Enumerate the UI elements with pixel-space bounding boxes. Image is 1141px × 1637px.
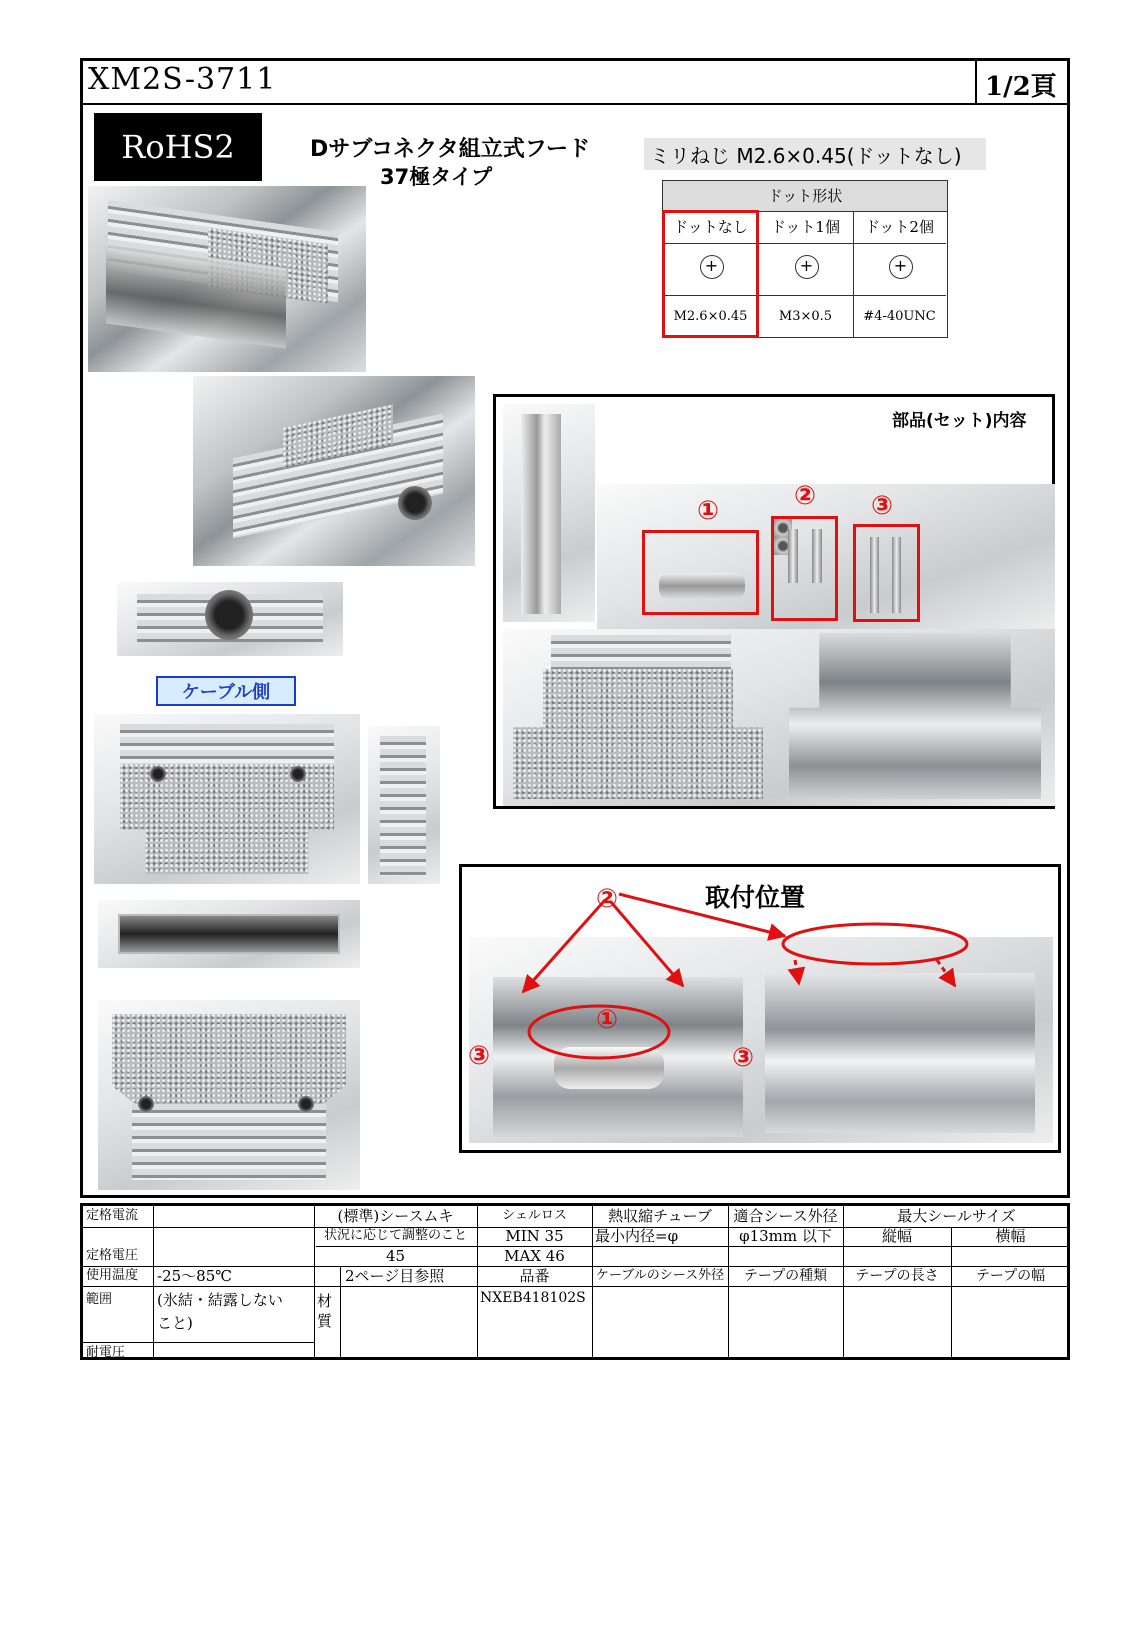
cable-side-label: ケーブル側 xyxy=(156,676,296,706)
mounting-callout-arrows xyxy=(459,864,1061,1153)
dot-column-label: ドット2個 xyxy=(853,211,946,244)
cable-sheath-label: ケーブルのシース外径 xyxy=(595,1268,725,1283)
part-marker-2: ② xyxy=(794,481,817,511)
phillips-screw-icon: + xyxy=(700,255,724,279)
sheath-strip-value: 45 xyxy=(385,1247,406,1265)
part-number-title: XM2S-3711 xyxy=(88,62,277,97)
shell-loss-label: シェルロス xyxy=(502,1208,567,1223)
phillips-screw-icon: + xyxy=(795,255,819,279)
hood-photo-connector-face xyxy=(98,900,360,968)
selected-dot-highlight xyxy=(662,210,759,338)
header-column-divider xyxy=(975,58,977,105)
product-subtitle: 37極タイプ xyxy=(380,165,493,189)
sheath-strip-label: (標準)シースムキ xyxy=(337,1207,454,1225)
part-no-label: 品番 xyxy=(519,1267,550,1285)
fit-sheath-label: 適合シース外径 xyxy=(733,1207,838,1225)
part-marker-1: ① xyxy=(697,496,720,526)
seal-height-label: 縦幅 xyxy=(881,1227,912,1245)
product-title: Dサブコネクタ組立式フード xyxy=(310,137,591,162)
mounting-position-title: 取付位置 xyxy=(705,883,806,912)
hood-photo-bottom-view xyxy=(98,1000,360,1190)
screw-spec-note: ミリねじ M2.6×0.45(ドットなし) xyxy=(644,138,986,170)
part-3-lock-screws-box xyxy=(853,524,920,622)
part-1-cable-clamp-box xyxy=(642,530,759,615)
withstand-voltage-label: 耐電圧 xyxy=(86,1345,126,1360)
temp-range-value-3: こと) xyxy=(157,1314,193,1332)
fit-sheath-value: φ13mm 以下 xyxy=(739,1227,832,1245)
tape-type-label: テープの種類 xyxy=(743,1268,828,1284)
dot-column-label: ドットなし xyxy=(663,211,758,244)
mount-marker-3-right: ③ xyxy=(732,1043,755,1073)
shield-tape-photo xyxy=(503,404,595,622)
part-marker-3: ③ xyxy=(871,491,894,521)
dot-column-value: M2.6×0.45 xyxy=(663,295,758,338)
sheath-strip-note: 状況に応じて調整のこと xyxy=(323,1228,467,1243)
hood-photo-top-view xyxy=(94,714,360,884)
dot-column-value: #4-40UNC xyxy=(853,295,946,338)
dot-column-two xyxy=(853,211,946,337)
rohs-badge: RoHS2 xyxy=(94,113,262,181)
temp-range-label: 使用温度 xyxy=(86,1268,139,1283)
mount-marker-1: ① xyxy=(596,1005,619,1035)
hood-photo-side-view xyxy=(368,726,440,884)
dot-column-label: ドット1個 xyxy=(758,211,853,244)
hood-photo-cable-side xyxy=(117,582,343,656)
temp-range-label-2: 範囲 xyxy=(86,1292,113,1307)
max-seal-size-label: 最大シールサイズ xyxy=(897,1207,1016,1225)
dot-column-one xyxy=(758,211,854,337)
temp-range-value: -25～85℃ xyxy=(157,1267,233,1285)
tape-length-label: テープの長さ xyxy=(855,1268,939,1284)
header-divider xyxy=(80,103,1070,105)
phillips-screw-icon: + xyxy=(889,255,913,279)
seal-width-label: 横幅 xyxy=(995,1227,1026,1245)
mount-marker-3-left: ③ xyxy=(468,1041,491,1071)
tape-width-label: テープの幅 xyxy=(975,1268,1046,1284)
temp-range-value-2: (氷結・結露しない xyxy=(157,1291,283,1309)
heat-shrink-value: 最小内径=φ xyxy=(595,1227,679,1245)
part-no-value: NXEB418102S xyxy=(480,1290,586,1306)
rated-voltage-label: 定格電圧 xyxy=(86,1248,139,1263)
shell-loss-max: MAX 46 xyxy=(504,1247,565,1265)
hood-photo-angled-front xyxy=(88,186,366,372)
dot-column-value: M3×0.5 xyxy=(758,295,853,338)
page-number: 1/2頁 xyxy=(985,72,1057,102)
spec-table xyxy=(80,1203,1070,1360)
part-2-screws-nuts-box xyxy=(771,516,838,621)
hood-halves-photo xyxy=(503,629,1055,806)
parts-set-title: 部品(セット)内容 xyxy=(892,411,1027,431)
dot-table-heading: ドット形状 xyxy=(663,181,947,212)
rated-current-label: 定格電流 xyxy=(86,1208,139,1223)
hood-photo-angled-rear xyxy=(193,376,475,566)
material-value: 2ページ目参照 xyxy=(345,1267,445,1285)
mount-marker-2: ② xyxy=(596,884,619,914)
material-label: 材質 xyxy=(317,1292,333,1330)
heat-shrink-label: 熱収縮チューブ xyxy=(608,1207,712,1225)
shell-loss-min: MIN 35 xyxy=(505,1227,564,1245)
